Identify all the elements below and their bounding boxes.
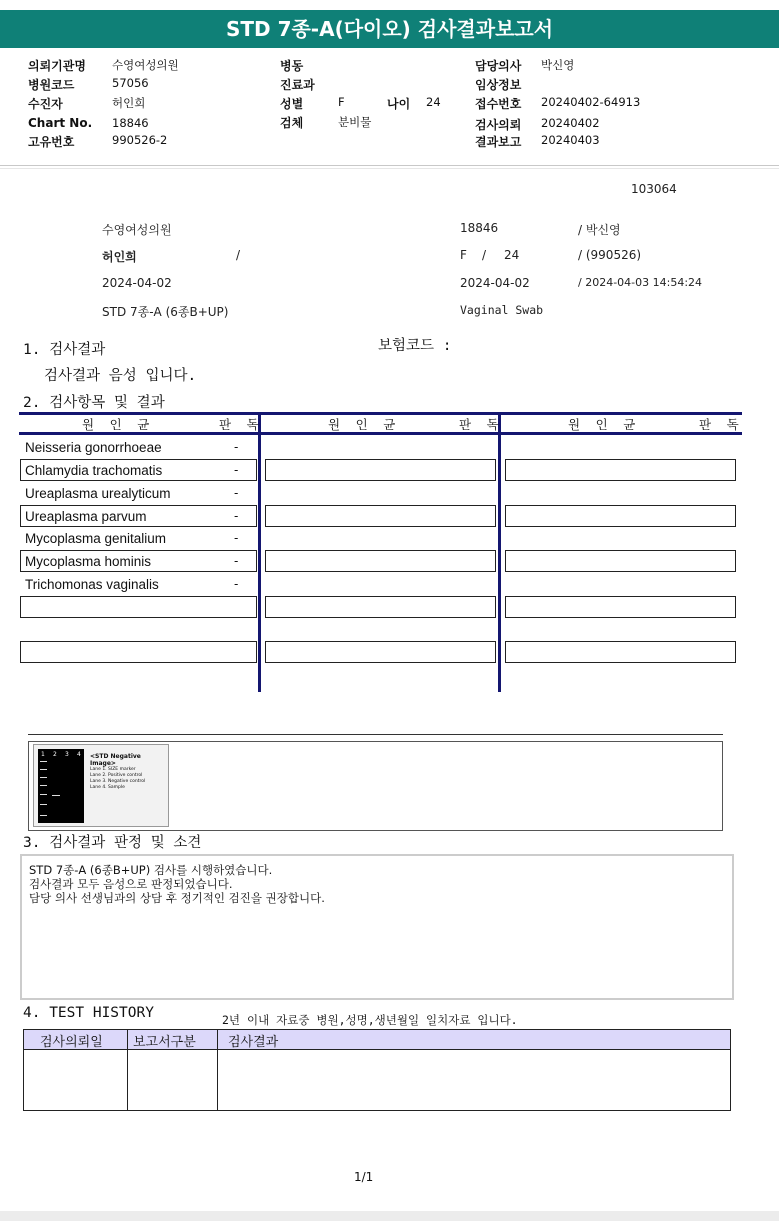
history-table — [23, 1029, 731, 1111]
gel-band — [40, 794, 47, 795]
history-col-divider — [127, 1030, 128, 1110]
request-date-label: 검사의뢰 — [475, 118, 522, 132]
organism-result: - — [234, 463, 239, 477]
row-box — [20, 596, 257, 618]
doctor-value: 박신영 — [541, 58, 575, 72]
summary-slash: / — [236, 248, 241, 262]
specimen-value: 분비물 — [338, 115, 372, 129]
organism-result: - — [234, 531, 239, 545]
patient-value: 허인희 — [112, 96, 146, 110]
hospital-code-value: 57056 — [112, 76, 149, 90]
summary-slash-2: / — [482, 248, 487, 262]
col3-result-header: 판 독 — [699, 417, 743, 432]
summary-doctor: / 박신영 — [578, 223, 621, 237]
row-box — [505, 641, 736, 663]
header-divider — [0, 165, 779, 166]
organism-name: Ureaplasma parvum — [25, 509, 147, 524]
unique-id-label: 고유번호 — [28, 135, 75, 149]
organism-result: - — [234, 577, 239, 591]
opinion-line: 검사결과 모두 음성으로 판정되었습니다. — [29, 877, 233, 891]
opinion-line: 담당 의사 선생님과의 상담 후 정기적인 검진을 권장합니다. — [29, 891, 325, 905]
chart-no-label: Chart No. — [28, 116, 93, 130]
summary-report-datetime: / 2024-04-03 14:54:24 — [578, 276, 703, 289]
gel-legend-item: Lane 4. Sample — [90, 785, 125, 790]
receipt-no-label: 접수번호 — [475, 97, 522, 111]
report-date-value: 20240403 — [541, 133, 600, 147]
gel-band — [40, 815, 47, 816]
gel-band — [40, 804, 47, 805]
col2-organism-header: 원 인 균 — [328, 417, 400, 432]
history-col-result: 검사결과 — [228, 1035, 279, 1050]
section1-heading: 1. 검사결과 — [23, 342, 106, 358]
row-box — [265, 459, 496, 481]
summary-receive-date: 2024-04-02 — [460, 276, 530, 290]
gel-band — [40, 769, 47, 770]
row-box — [505, 459, 736, 481]
organism-name: Mycoplasma genitalium — [25, 531, 167, 546]
history-note: 2년 이내 자료중 병원,성명,생년월일 일치자료 입니다. — [222, 1013, 518, 1027]
row-box — [20, 641, 257, 663]
col2-result-header: 판 독 — [459, 417, 503, 432]
history-col-report-type: 보고서구분 — [133, 1035, 196, 1050]
col1-organism-header: 원 인 균 — [82, 417, 154, 432]
patient-label: 수진자 — [28, 97, 63, 111]
summary-id: / (990526) — [578, 248, 642, 262]
age-value: 24 — [426, 95, 441, 109]
hospital-code-label: 병원코드 — [28, 78, 75, 92]
report-date-label: 결과보고 — [475, 135, 522, 149]
summary-test-name: STD 7종-A (6종B+UP) — [102, 305, 229, 319]
lane-number: 4 — [77, 751, 81, 758]
report-code: 103064 — [631, 182, 677, 196]
section4-heading: 4. TEST HISTORY — [23, 1005, 154, 1021]
row-box — [505, 550, 736, 572]
lane-number: 2 — [53, 751, 57, 758]
department-label: 진료과 — [280, 78, 315, 92]
hospital-name-value: 수영여성의원 — [112, 58, 179, 72]
image-top-rule — [28, 734, 723, 735]
organism-name: Mycoplasma hominis — [25, 554, 152, 569]
row-box — [265, 550, 496, 572]
gel-electrophoresis-image — [33, 744, 169, 827]
organism-name: Chlamydia trachomatis — [25, 463, 163, 478]
organism-name: Neisseria gonorrhoeae — [25, 440, 162, 455]
row-box — [505, 596, 736, 618]
col1-result-header: 판 독 — [219, 417, 263, 432]
page-bottom-band — [0, 1211, 779, 1221]
row-box — [265, 505, 496, 527]
row-box — [265, 596, 496, 618]
lane-number: 1 — [41, 751, 45, 758]
gel-band — [40, 777, 47, 778]
page-number: 1/1 — [354, 1170, 374, 1184]
organism-name: Trichomonas vaginalis — [25, 577, 159, 592]
ward-label: 병동 — [280, 59, 304, 73]
header-divider-shadow — [0, 168, 779, 169]
sex-value: F — [338, 95, 345, 109]
history-table-header — [24, 1030, 730, 1050]
summary-age: 24 — [504, 248, 520, 262]
chart-no-value: 18846 — [112, 116, 149, 130]
organism-name: Ureaplasma urealyticum — [25, 486, 171, 501]
col3-organism-header: 원 인 균 — [568, 417, 640, 432]
sex-label: 성별 — [280, 97, 304, 111]
opinion-line: STD 7종-A (6종B+UP) 검사를 시행하였습니다. — [29, 863, 273, 877]
section2-heading: 2. 검사항목 및 결과 — [23, 395, 165, 411]
history-col-divider — [217, 1030, 218, 1110]
organism-result: - — [234, 509, 239, 523]
organism-result: - — [234, 554, 239, 568]
receipt-no-value: 20240402-64913 — [541, 95, 641, 109]
summary-chart: 18846 — [460, 221, 499, 235]
table-divider-2 — [498, 412, 501, 692]
gel-legend-title: <STD Negative Image> — [90, 753, 141, 767]
clinical-info-label: 임상정보 — [475, 78, 522, 92]
row-box — [505, 505, 736, 527]
gel-legend-item: Lane 1. SIZE marker — [90, 767, 136, 772]
history-col-request-date: 검사의뢰일 — [40, 1035, 103, 1050]
specimen-label: 검체 — [280, 116, 304, 130]
summary-sex: F — [460, 248, 467, 262]
organism-result: - — [234, 440, 239, 454]
report-title: STD 7종-A(다이오) 검사결과보고서 — [225, 17, 554, 41]
gel-band — [40, 761, 47, 762]
section1-result: 검사결과 음성 입니다. — [44, 368, 197, 384]
summary-specimen: Vaginal Swab — [460, 303, 544, 317]
hospital-name-label: 의뢰기관명 — [28, 59, 86, 73]
unique-id-value: 990526-2 — [112, 133, 168, 147]
row-box — [265, 641, 496, 663]
summary-hospital: 수영여성의원 — [102, 223, 172, 237]
table-divider-1 — [258, 412, 261, 692]
summary-request-date: 2024-04-02 — [102, 276, 172, 290]
gel-band — [52, 795, 60, 796]
lane-number: 3 — [65, 751, 69, 758]
gel-legend-item: Lane 2. Positive control — [90, 773, 143, 778]
section3-heading: 3. 검사결과 판정 및 소견 — [23, 835, 202, 851]
insurance-code-label: 보험코드 : — [378, 338, 452, 354]
summary-patient: 허인희 — [102, 250, 137, 264]
organism-result: - — [234, 486, 239, 500]
doctor-label: 담당의사 — [475, 59, 522, 73]
gel-legend-item: Lane 3. Negative control — [90, 779, 146, 784]
request-date-value: 20240402 — [541, 116, 600, 130]
gel-photo — [38, 749, 84, 823]
age-label: 나이 — [387, 97, 411, 111]
gel-band — [40, 785, 47, 786]
